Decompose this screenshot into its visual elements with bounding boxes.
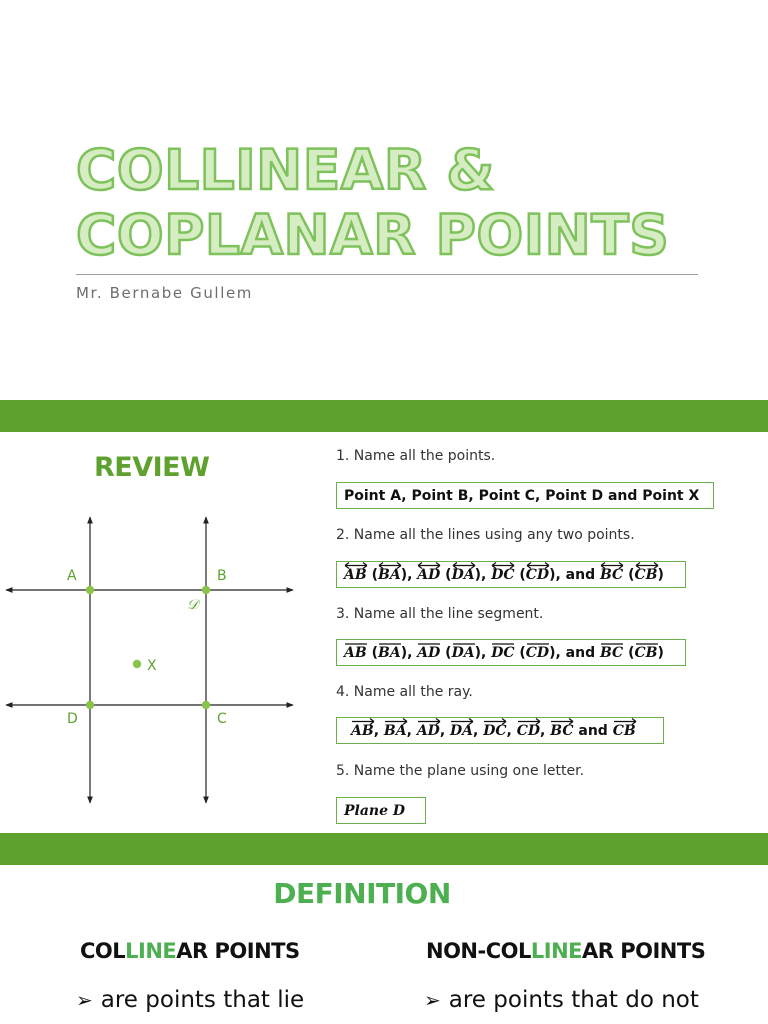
question-5: 5. Name the plane using one letter.: [336, 763, 585, 779]
answer-3-box: [336, 639, 686, 666]
point-pair: AD: [417, 567, 440, 583]
point-pair: BA: [377, 644, 401, 661]
point-pair: AB: [351, 723, 374, 739]
separator-text: ), and: [549, 566, 600, 583]
slide-title-line-1: COLLINEAR &: [76, 138, 495, 202]
point-pair: BA: [384, 723, 407, 739]
arrow-bullet-icon: ➢: [424, 988, 441, 1012]
arrow-bullet-icon: ➢: [76, 988, 93, 1012]
point-pair: CD: [526, 567, 549, 583]
point-pair: DA: [452, 567, 475, 583]
point-pair: BC: [599, 644, 624, 661]
answer-5-box: Plane D: [336, 797, 426, 824]
separator-text: (: [514, 566, 526, 583]
answer-1-box: Point A, Point B, Point C, Point D and Point X: [336, 482, 714, 509]
heading-highlight: LINE: [530, 939, 582, 963]
point-pair: CB: [634, 644, 658, 661]
separator-text: ),: [400, 566, 418, 583]
label-a: A: [67, 568, 77, 584]
separator-text: ): [657, 566, 664, 583]
separator-text: (: [514, 644, 526, 661]
separator-text: ,: [373, 722, 384, 739]
point-d: [86, 701, 94, 709]
bullet-text: are points that lie: [100, 987, 305, 1013]
separator-text: (: [440, 566, 452, 583]
separator-text: (: [366, 644, 378, 661]
point-pair: AB: [344, 644, 367, 661]
non-collinear-definition-bullet: [424, 987, 699, 1013]
collinear-definition-bullet: [76, 987, 304, 1013]
label-b: B: [217, 568, 227, 584]
point-pair: CD: [517, 723, 540, 739]
question-2: 2. Name all the lines using any two points.: [336, 527, 635, 543]
review-heading: REVIEW: [94, 452, 210, 483]
point-pair: AB: [344, 567, 367, 583]
separator-text: ,: [406, 722, 417, 739]
slide-separator-bar: [0, 833, 768, 865]
review-slide: [0, 432, 768, 833]
label-plane: 𝒟: [187, 597, 199, 613]
answer-4-box: [336, 717, 664, 744]
separator-text: ), and: [549, 644, 600, 661]
slide-title-line-2: COPLANAR POINTS: [76, 203, 670, 267]
heading-part: NON-COL: [426, 939, 531, 963]
heading-part: COL: [80, 939, 126, 963]
point-a: [86, 586, 94, 594]
label-d: D: [67, 711, 78, 727]
point-pair: CB: [635, 567, 658, 583]
question-1: 1. Name all the points.: [336, 448, 496, 464]
point-c: [202, 701, 210, 709]
point-pair: DC: [491, 644, 515, 661]
separator-text: ,: [506, 722, 517, 739]
definition-heading: DEFINITION: [273, 877, 451, 910]
point-pair: AD: [417, 644, 441, 661]
point-pair: BC: [600, 567, 623, 583]
separator-text: (: [440, 644, 452, 661]
separator-text: ),: [400, 644, 418, 661]
heading-part: AR POINTS: [176, 939, 300, 963]
label-x: X: [147, 658, 157, 674]
author-subtitle: Mr. Bernabe Gullem: [76, 284, 254, 302]
question-4: 4. Name all the ray.: [336, 684, 473, 700]
separator-text: (: [623, 644, 635, 661]
title-slide: [0, 0, 768, 400]
question-3: 3. Name all the line segment.: [336, 606, 544, 622]
separator-text: ,: [473, 722, 484, 739]
definition-slide: [0, 865, 768, 1024]
separator-text: and: [573, 722, 613, 739]
separator-text: ,: [439, 722, 451, 739]
point-pair: DC: [491, 567, 514, 583]
answer-2-box: [336, 561, 686, 588]
title-divider: [76, 274, 698, 275]
separator-text: ): [657, 644, 664, 661]
point-pair: AD: [417, 723, 440, 739]
point-pair: BA: [378, 567, 401, 583]
point-pair: CB: [613, 723, 636, 739]
point-pair: BC: [550, 723, 573, 739]
non-collinear-heading: [426, 939, 705, 963]
collinear-heading: [80, 939, 300, 963]
point-x: [133, 660, 141, 668]
point-pair: DC: [483, 723, 506, 739]
separator-text: ),: [474, 644, 492, 661]
separator-text: (: [623, 566, 635, 583]
point-pair: CD: [525, 644, 550, 661]
separator-text: (: [366, 566, 378, 583]
heading-part: AR POINTS: [582, 939, 706, 963]
point-pair: DA: [450, 723, 473, 739]
point-b: [202, 586, 210, 594]
point-pair: DA: [451, 644, 475, 661]
heading-highlight: LINE: [125, 939, 177, 963]
slide-separator-bar: [0, 400, 768, 432]
separator-text: ),: [474, 566, 492, 583]
label-c: C: [217, 711, 227, 727]
bullet-text: are points that do not: [448, 987, 699, 1013]
separator-text: ,: [540, 722, 551, 739]
plane-diagram: [0, 507, 310, 807]
